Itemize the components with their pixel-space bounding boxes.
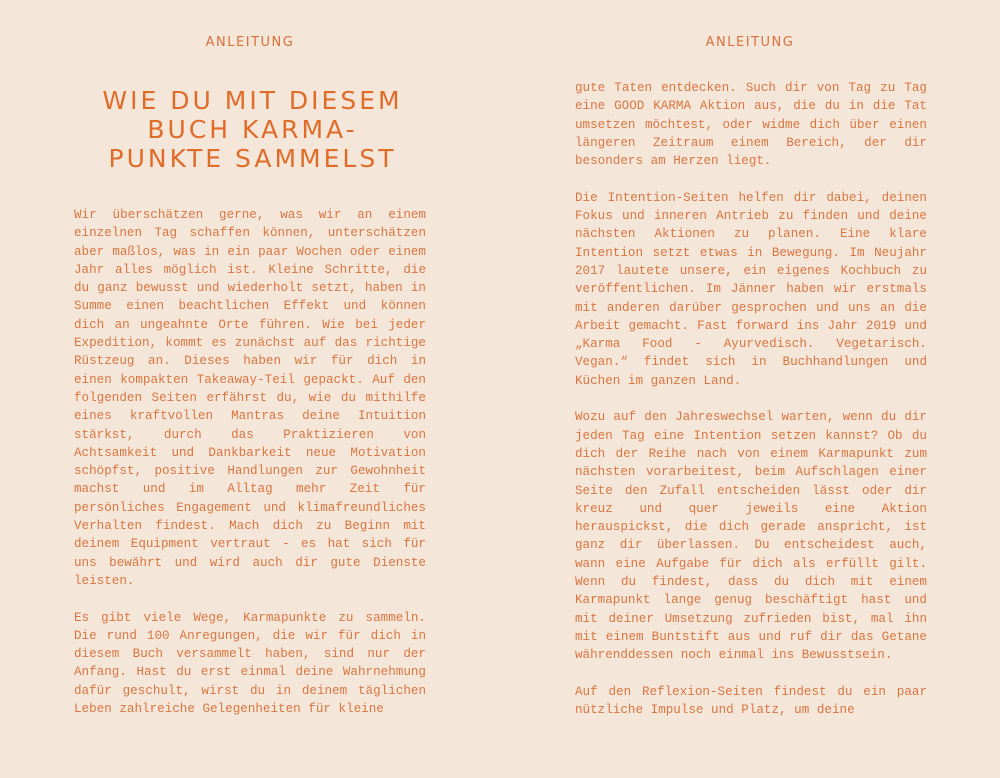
paragraph: Auf den Reflexion-Seiten findest du ein paar nützliche Impulse und Platz, um deine: [575, 684, 927, 718]
paragraph: Die Intention-Seiten helfen dir dabei, deinen Fokus und inneren Antrieb zu finden und deine nächsten Aktionen zu planen. Eine klare Intention setzt etwas in Bewegung. Im Neujahr 2017 lautete unsere, ein eigenes Kochbuch zu veröffentlichen. Im Jänner haben wir erstmals mit anderen darüber gesprochen und uns an die Arbeit gemacht. Fast forward ins Jahr 2019 und „Karma Food - Ayurvedisch. Vegetarisch. Vegan.“ findet sich in Buchhandlungen und Küchen im ganzen Land.: [575, 190, 927, 388]
running-head: ANLEITUNG: [205, 35, 295, 50]
paragraph: gute Taten entdecken. Such dir von Tag zu Tag eine GOOD KARMA Aktion aus, die du in die Tat umsetzen möchtest, oder widme dich über einen längeren Zeitraum einem Bereich, der dir besonders am Herzen liegt.: [575, 81, 927, 169]
body-text: [74, 206, 426, 737]
page-title: WIE DU MIT DIESEM BUCH KARMA- PUNKTE SAMMELST: [102, 86, 403, 173]
paragraph: Es gibt viele Wege, Karmapunkte zu sammeln. Die rund 100 Anregungen, die wir für dich in diesem Buch versammelt haben, sind nur der Anfang. Hast du erst einmal deine Wahrnehmung dafür geschult, wirst du in deinem täglichen Leben zahlreiche Gelegenheiten für kleine: [74, 610, 426, 717]
right-page: [500, 0, 1000, 778]
running-head: ANLEITUNG: [705, 35, 795, 50]
paragraph: Wir überschätzen gerne, was wir an einem einzelnen Tag schaffen können, unterschätzen aber maßlos, was in ein paar Wochen oder einem Jahr alles möglich ist. Kleine Schritte, die du ganz bewusst und wiederholt setzt, haben in Summe einen beachtlichen Effekt und können dich an ungeahnte Orte führen. Wie bei jeder Expedition, kommt es zunächst auf das richtige Rüstzeug an. Dieses haben wir für dich in einen kompakten Takeaway-Teil gepackt. Auf den folgenden Seiten erfährst du, wie du mithilfe eines kraftvollen Mantras deine Intuition stärkst, durch das Praktizieren von Achtsamkeit und Dankbarkeit neue Motivation schöpfst, positive Handlungen zur Gewohnheit machst und im Alltag mehr Zeit für persönliches Engagement und klimafreundliches Verhalten findest. Mach dich zu Beginn mit deinem Equipment vertraut - es hat sich für uns bewährt und wird auch dir gute Dienste leisten.: [74, 208, 426, 588]
paragraph: Wozu auf den Jahreswechsel warten, wenn du dir jeden Tag eine Intention setzen kannst? Ob du dich der Reihe nach von einem Karmapunkt zum nächsten vorarbeitest, beim Aufschlagen einer Seite den Zufall entscheiden lässt oder dir kreuz und quer jeweils eine Aktion herauspickst, die dich gerade anspricht, ist ganz dir überlassen. Du entscheidest auch, wann eine Aufgabe für dich als erfüllt gilt. Wenn du findest, dass du dich mit einem Karmapunkt lange genug beschäftigt hast und mit deiner Umsetzung zufrieden bist, mal ihn mit einem Buntstift aus und ruf dir das Getane währenddessen noch einmal ins Bewusstsein.: [575, 410, 927, 663]
body-text: [575, 79, 927, 738]
